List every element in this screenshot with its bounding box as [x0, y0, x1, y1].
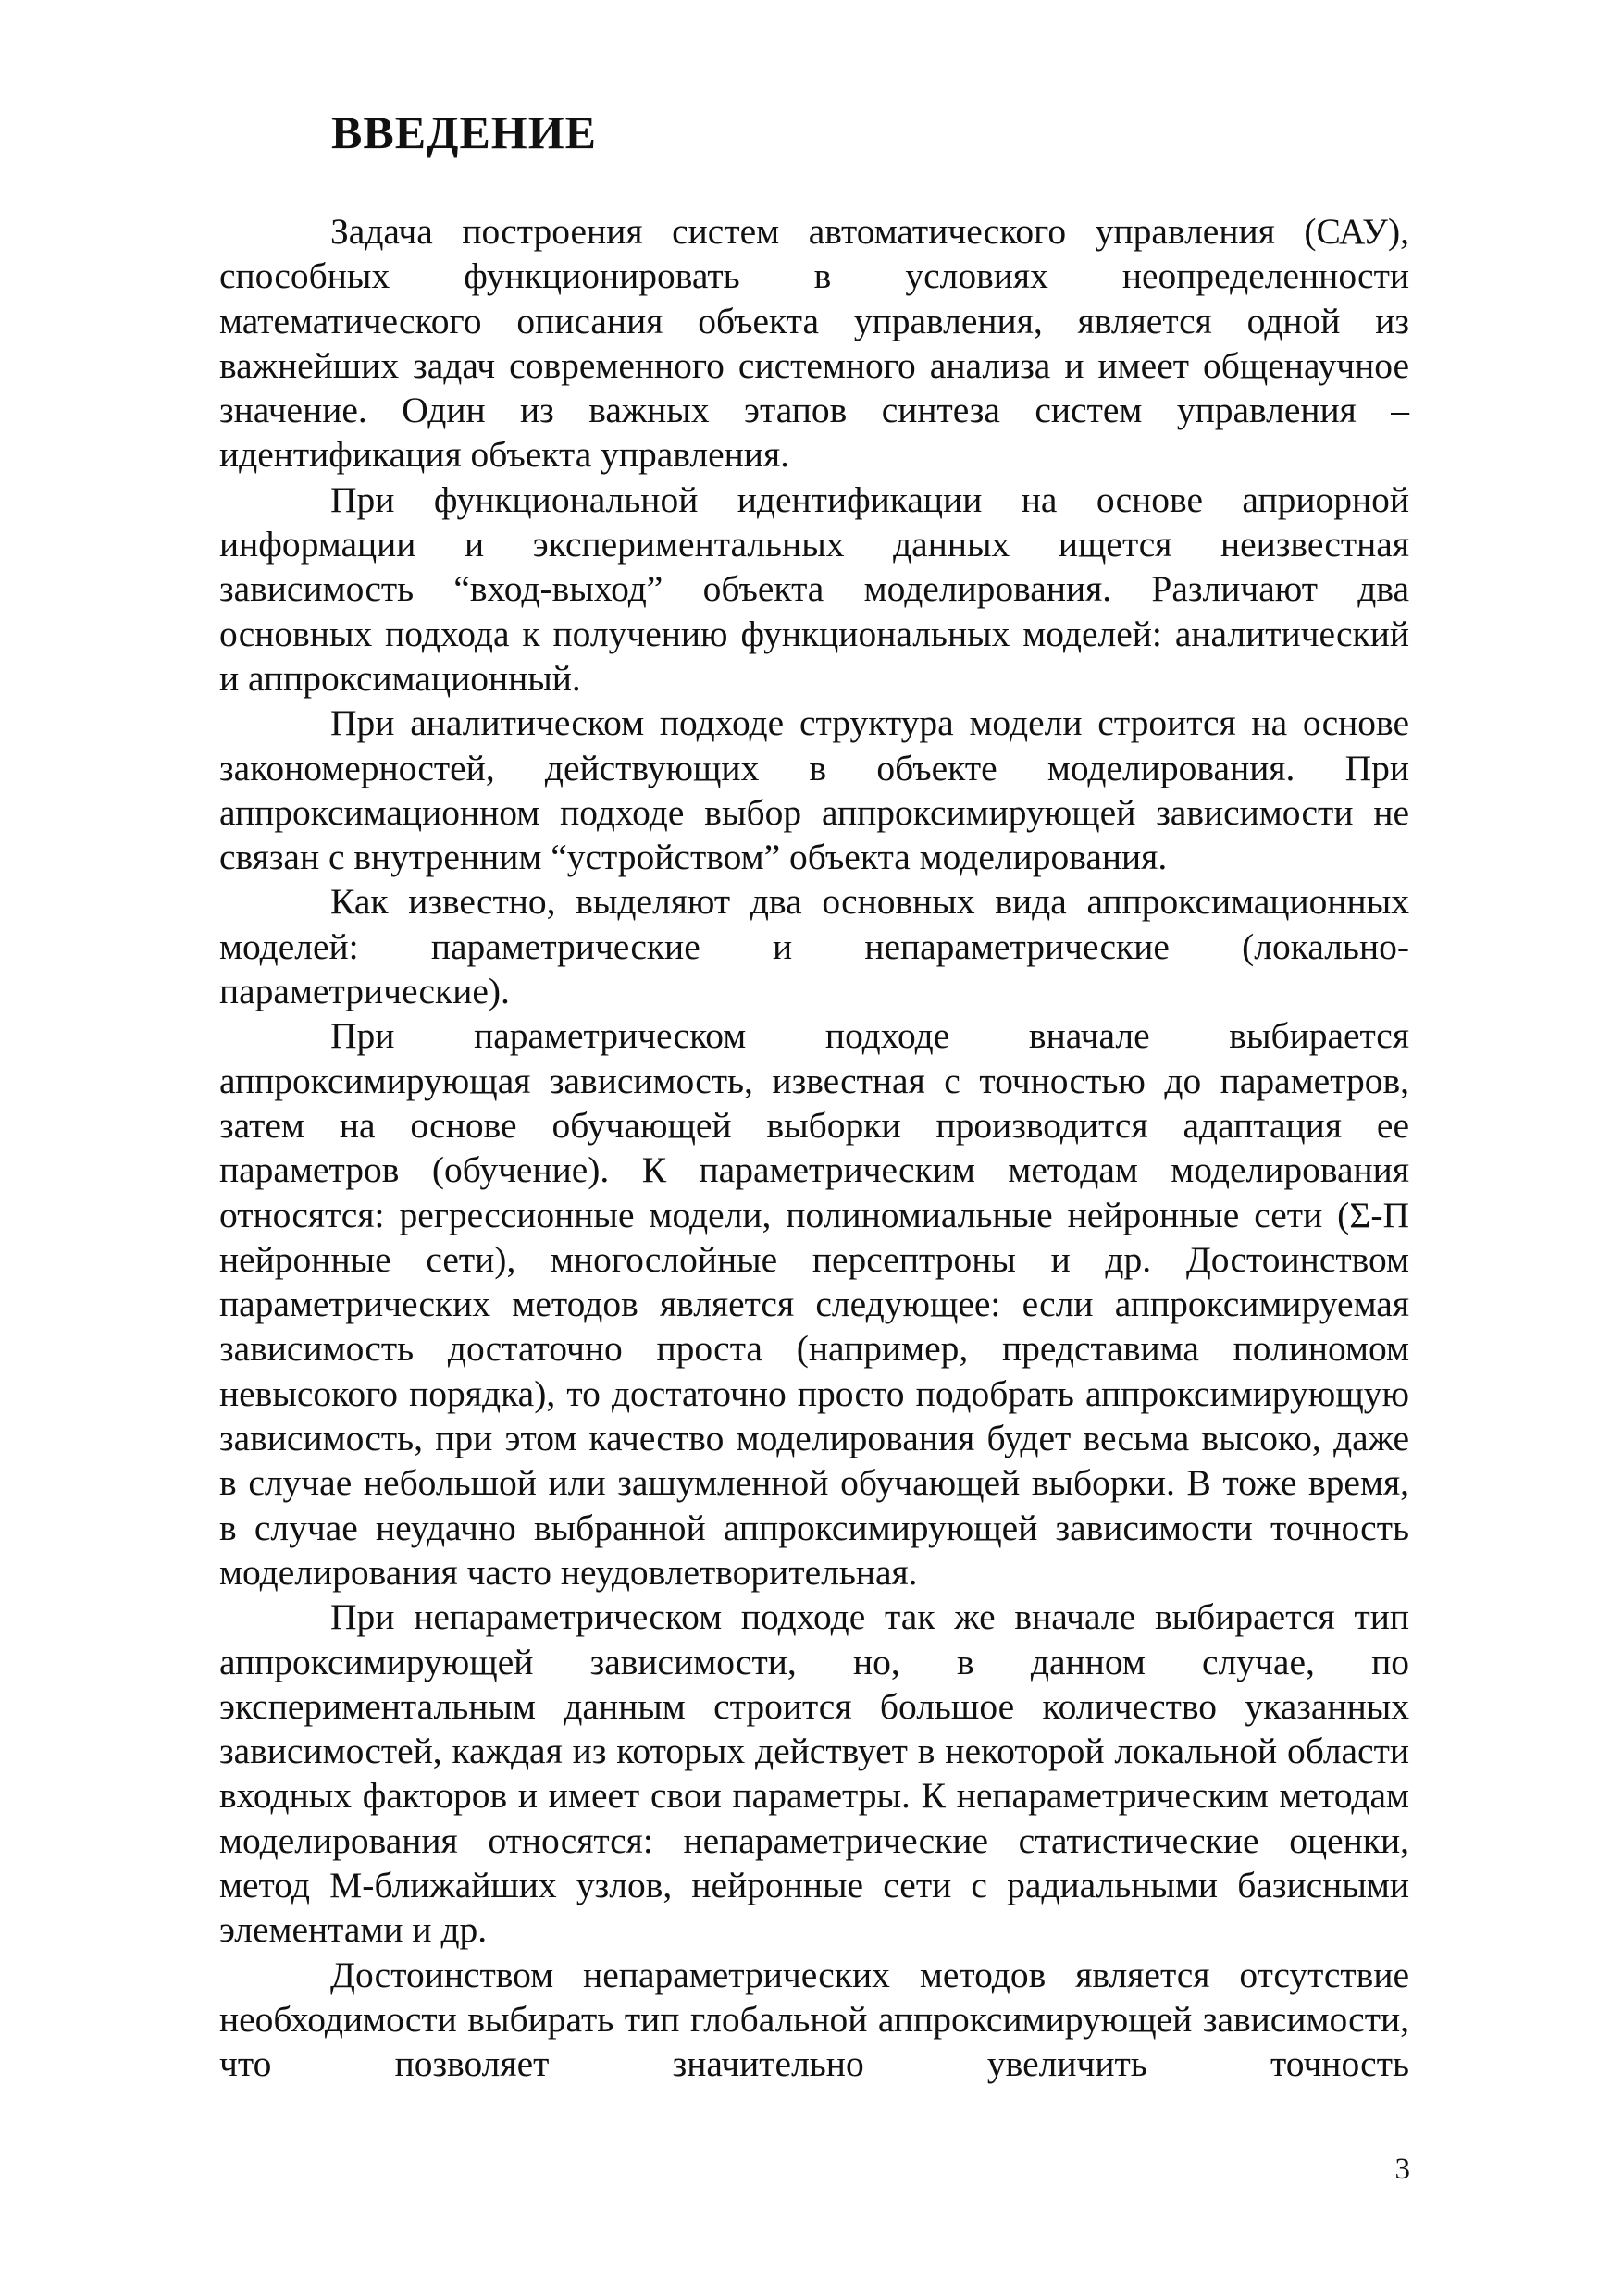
- paragraph-6: При непараметрическом подходе так же вначале выбирается тип аппроксимирующей зависимости, но, в данном случае, по экспериментальным данным строится большое количество указанных зависимостей, каждая из которых действует в некоторой локальной области входных факторов и имеет свои параметры. К непараметрическим методам моделирования относятся: непараметрические статистические оценки, метод М-ближайших узлов, нейронные сети с радиальными базисными элементами и др.: [219, 1596, 1409, 1951]
- paragraph-2: При функциональной идентификации на основе априорной информации и экспериментальных данных ищется неизвестная зависимость “вход-выход” объекта моделирования. Различают два основных подхода к получению функциональных моделей: аналитический и аппроксимационный.: [219, 478, 1409, 699]
- paragraph-7: Достоинством непараметрических методов является отсутствие необходимости выбирать тип глобальной аппроксимирующей зависимости, что позволяет значительно увеличить точность: [219, 1954, 1409, 2085]
- body-text: [219, 209, 1409, 2086]
- paragraph-5: При параметрическом подходе вначале выбирается аппроксимирующая зависимость, известная с точностью до параметров, затем на основе обучающей выборки производится адаптация ее параметров (обучение). К параметрическим методам моделирования относятся: регрессионные модели, полиномиальные нейронные сети (Σ-П нейронные сети), многослойные персептроны и др. Достоинством параметрических методов является следующее: если аппроксимируемая зависимость достаточно проста (например, представима полиномом невысокого порядка), то достаточно просто подобрать аппроксимирующую зависимость, при этом качество моделирования будет весьма высоко, даже в случае небольшой или зашумленной обучающей выборки. В тоже время, в случае неудачно выбранной аппроксимирующей зависимости точность моделирования часто неудовлетворительная.: [219, 1015, 1409, 1593]
- paragraph-3: При аналитическом подходе структура модели строится на основе закономерностей, действующих в объекте моделирования. При аппроксимационном подходе выбор аппроксимирующей зависимости не связан с внутренним “устройством” объекта моделирования.: [219, 702, 1409, 878]
- page-heading: ВВЕДЕНИЕ: [331, 106, 597, 158]
- paragraph-4: Как известно, выделяют два основных вида аппроксимационных моделей: параметрические и непараметрические (локально-параметрические).: [219, 881, 1409, 1012]
- page-number: 3: [1394, 2153, 1410, 2186]
- paragraph-1: Задача построения систем автоматического управления (САУ), способных функционировать в условиях неопределенности математического описания объекта управления, является одной из важнейших задач современного системного анализа и имеет общенаучное значение. Один из важных этапов синтеза систем управления – идентификация объекта управления.: [219, 211, 1409, 476]
